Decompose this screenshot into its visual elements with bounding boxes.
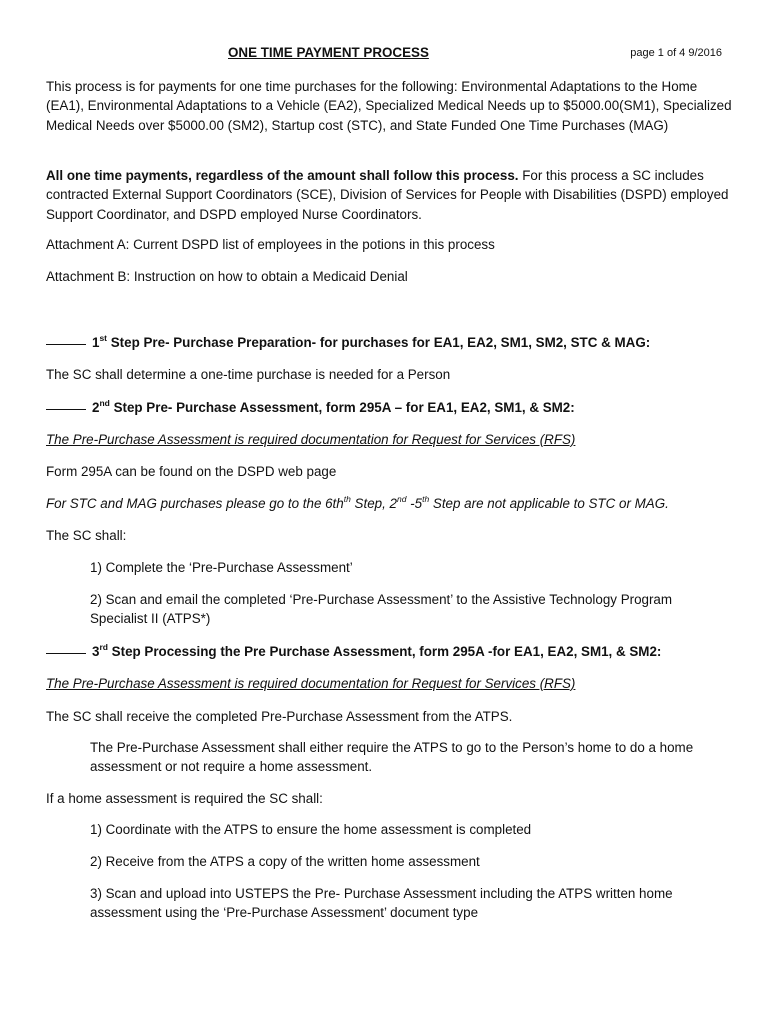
step3-item-1: 1) Coordinate with the ATPS to ensure the home assessment is completed — [90, 822, 532, 837]
stc-note-sup-2: nd — [396, 493, 407, 504]
step2-sup: nd — [99, 397, 110, 408]
step2-num: 2 — [92, 400, 100, 415]
all-payments-bold: All one time payments, regardless of the amount shall follow this process. — [46, 168, 519, 183]
step1-sup: st — [99, 332, 108, 343]
step3-checkbox-line[interactable] — [46, 653, 86, 654]
step1-checkbox-line[interactable] — [46, 344, 86, 345]
step1-body: The SC shall determine a one-time purchase is needed for a Person — [46, 367, 451, 382]
step2-checkbox-line[interactable] — [46, 409, 86, 410]
step3-num: 3 — [92, 644, 100, 659]
step3-heading — [46, 642, 736, 661]
stc-note-part-d: Step are not applicable to STC or MAG. — [429, 496, 669, 511]
step2-stc-note — [46, 494, 736, 513]
intro-paragraph: This process is for payments for one time purchases for the following: Environmental Adaptations to the Home (EA1), Environmental Adaptations to a Vehicle (EA2), Specialized Medical Needs up to $5000.00(SM1), Specialized Medical Needs over $5000.00 (SM2), Startup cost (STC), and State Funded One Time Purchases (MAG) — [46, 79, 732, 133]
step3-if-home: If a home assessment is required the SC shall: — [46, 791, 323, 806]
document-title: ONE TIME PAYMENT PROCESS — [228, 45, 429, 60]
step1-num: 1 — [92, 335, 100, 350]
step2-required-note: The Pre-Purchase Assessment is required documentation for Request for Services (RFS) — [46, 432, 576, 447]
step2-item-1: 1) Complete the ‘Pre-Purchase Assessment’ — [90, 560, 353, 575]
stc-note-sup-3: th — [422, 493, 430, 504]
attachment-b: Attachment B: Instruction on how to obtain a Medicaid Denial — [46, 269, 408, 284]
step2-item-2: 2) Scan and email the completed ‘Pre-Purchase Assessment’ to the Assistive Technology Program Specialist II (ATPS*) — [90, 592, 673, 627]
step3-title: Step Processing the Pre Purchase Assessment, form 295A -for EA1, EA2, SM1, & SM2: — [107, 644, 662, 659]
step3-sup: rd — [99, 641, 108, 652]
step2-sc-shall: The SC shall: — [46, 528, 127, 543]
step1-title: Step Pre- Purchase Preparation- for purchases for EA1, EA2, SM1, SM2, STC & MAG: — [107, 335, 651, 350]
step2-heading — [46, 398, 736, 417]
step3-item-2: 2) Receive from the ATPS a copy of the written home assessment — [90, 854, 480, 869]
stc-note-part-a: For STC and MAG purchases please go to the 6th — [46, 496, 344, 511]
step2-title: Step Pre- Purchase Assessment, form 295A – for EA1, EA2, SM1, & SM2: — [109, 400, 575, 415]
stc-note-sup-1: th — [343, 493, 351, 504]
step3-receive: The SC shall receive the completed Pre-Purchase Assessment from the ATPS. — [46, 709, 513, 724]
step3-required-note: The Pre-Purchase Assessment is required documentation for Request for Services (RFS) — [46, 676, 576, 691]
stc-note-part-b: Step, 2 — [350, 496, 397, 511]
stc-note-part-c: -5 — [406, 496, 423, 511]
step3-either: The Pre-Purchase Assessment shall either require the ATPS to go to the Person’s home to do a home assessment or not require a home assessment. — [90, 740, 694, 775]
attachment-a: Attachment A: Current DSPD list of employees in the potions in this process — [46, 237, 495, 252]
step3-item-3: 3) Scan and upload into USTEPS the Pre- Purchase Assessment including the ATPS written home assessment using the ‘Pre-Purchase Assessment’ document type — [90, 886, 673, 921]
page-info: page 1 of 4 9/2016 — [630, 47, 722, 59]
step2-form-note: Form 295A can be found on the DSPD web page — [46, 464, 337, 479]
all-payments-paragraph — [46, 166, 736, 224]
page-header — [0, 45, 770, 65]
step1-heading — [46, 333, 736, 352]
all-payments-rest: For this process a SC includes contracted External Support Coordinators (SCE), Division of Services for People with Disabilities (DSPD) employed Support Coordinator, and DSPD employed Nurse Coordinators. — [46, 168, 729, 222]
